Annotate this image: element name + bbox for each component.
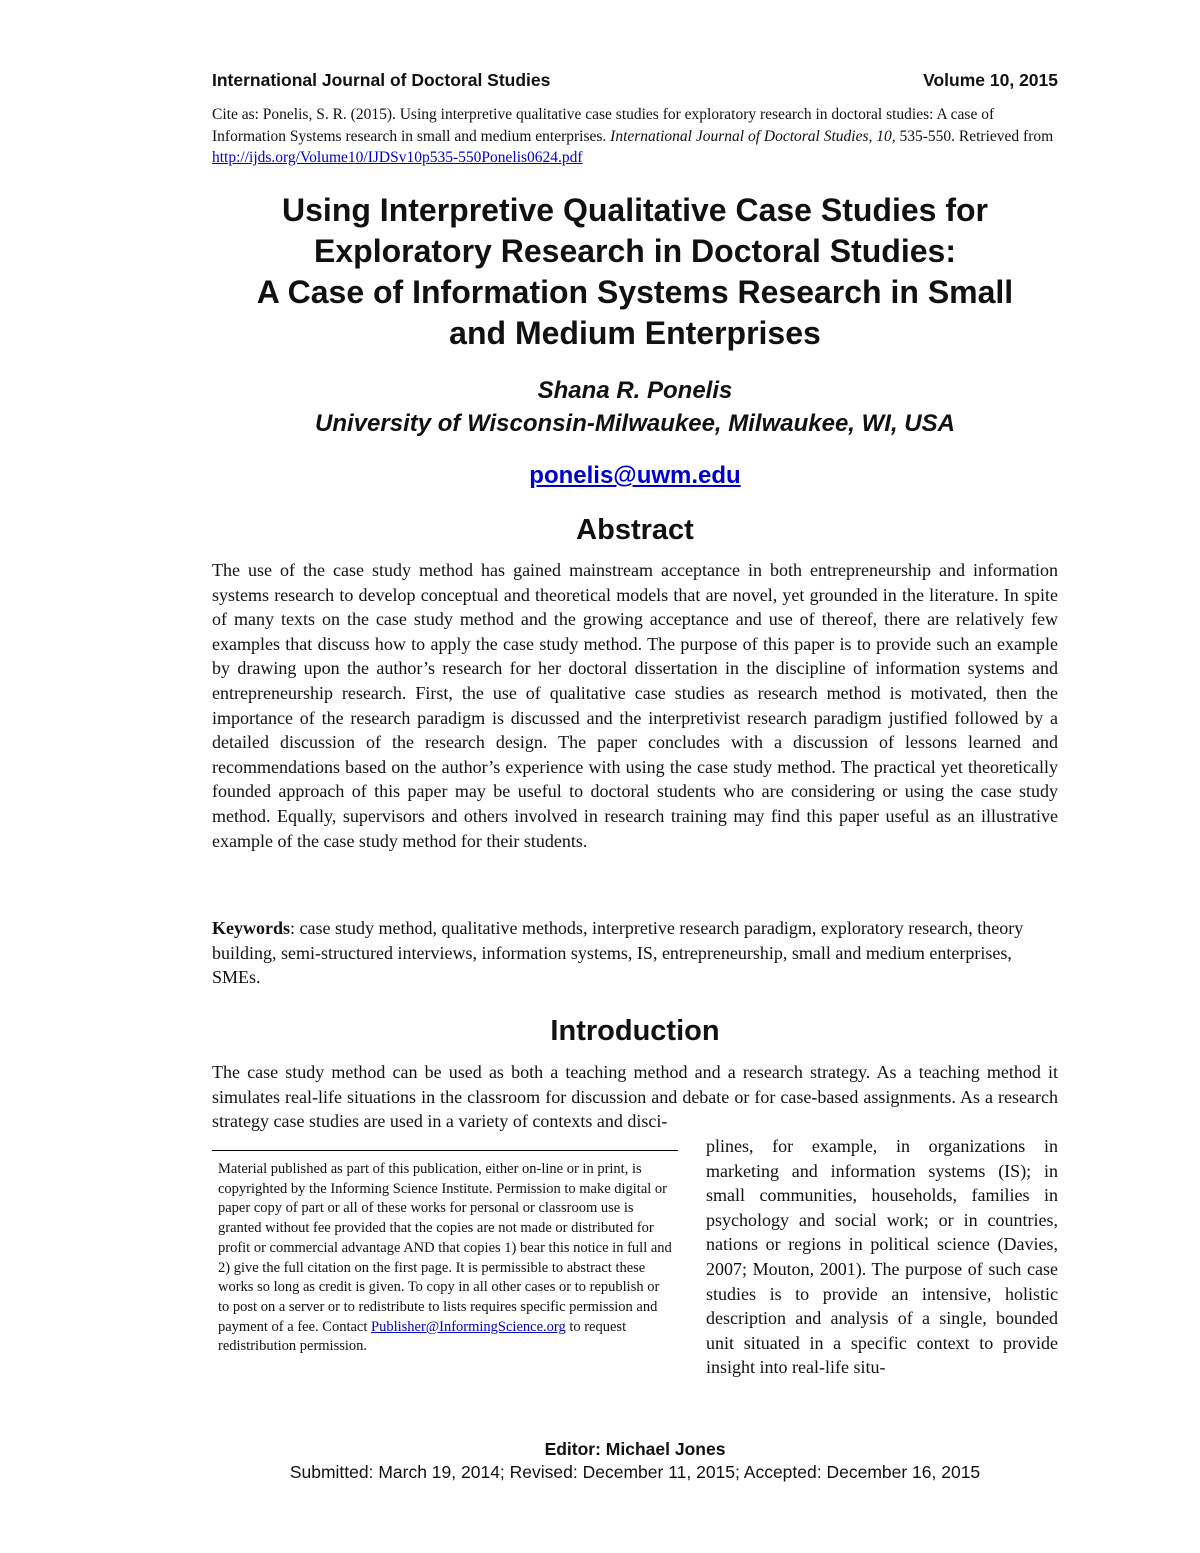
keywords-label: Keywords bbox=[212, 918, 290, 938]
title-line: Exploratory Research in Doctoral Studies: bbox=[314, 233, 956, 269]
introduction-paragraph: The case study method can be used as both a teaching method and a research strategy. As a teaching method it simulates real-life situations in the classroom for discussion and debate or for case-based assignments. As a research strategy case studies are used in a variety of contexts and disci- bbox=[212, 1062, 1058, 1132]
author-email-link[interactable]: ponelis@uwm.edu bbox=[529, 462, 741, 489]
author-affiliation: University of Wisconsin-Milwaukee, Milwaukee, WI, USA bbox=[315, 410, 955, 437]
footnote-text-end: to request redistribution permission. bbox=[218, 1318, 627, 1355]
footnote-text: Material published as part of this publication, either on-line or in print, is copyrighted by the Informing Science Institute. Permission to make digital or paper copy of part or all of these works for personal or classroom use is granted without fee provided that the copies are not made or distributed for profit or commercial advantage AND that copies 1) bear this notice in full and 2) give the full citation on the first page. It is permissible to abstract these works so long as credit is given. To copy in all other cases or to republish or to post on a server or to redistribute to lists requires specific permission and payment of a fee. Contact bbox=[218, 1161, 672, 1335]
citation-url-link[interactable]: http://ijds.org/Volume10/IJDSv10p535-550Ponelis0624.pdf bbox=[212, 149, 583, 166]
introduction-column-text: plines, for example, in organizations in marketing and information systems (IS); in small communities, households, families in psychology and social work; or in countries, nations or regions in political science (Davies, 2007; Mouton, 2001). The purpose of such case studies is to provide an intensive, holistic description and analysis of a single, bounded unit situated in a specific context to provide insight into real-life situ- bbox=[706, 1136, 1058, 1378]
citation-text: Cite as: Ponelis, S. R. (2015). Using interpretive qualitative case studies for exploratory research in doctoral studies: A case of Information Systems research in small and medium enterprises. bbox=[212, 106, 995, 145]
title-line: Using Interpretive Qualitative Case Studies for bbox=[282, 192, 988, 228]
introduction-heading: Introduction bbox=[550, 1015, 720, 1047]
citation-pages: 535-550. Retrieved from bbox=[895, 127, 1054, 145]
footnote-rule bbox=[212, 1150, 678, 1151]
journal-volume: Volume 10, 2015 bbox=[923, 70, 1058, 90]
paper-title bbox=[160, 190, 1110, 354]
publisher-email-link[interactable]: Publisher@InformingScience.org bbox=[371, 1318, 566, 1335]
keywords bbox=[212, 916, 1058, 990]
keywords-text: : case study method, qualitative methods, interpretive research paradigm, exploratory research, theory building, semi-structured interviews, information systems, IS, entrepreneurship, small and medium enterprises, SMEs. bbox=[212, 918, 1024, 988]
copyright-footnote bbox=[218, 1160, 674, 1357]
abstract-heading: Abstract bbox=[576, 514, 694, 546]
author-block bbox=[160, 374, 1110, 440]
journal-name: International Journal of Doctoral Studies bbox=[212, 70, 551, 90]
citation bbox=[212, 104, 1058, 169]
title-line: and Medium Enterprises bbox=[449, 315, 821, 351]
editor-line: Editor: Michael Jones bbox=[544, 1439, 726, 1459]
abstract-text: The use of the case study method has gained mainstream acceptance in both entrepreneurship and information systems research to develop conceptual and theoretical models that are novel, yet grounded in the literature. In spite of many texts on the case study method and the growing acceptance and use of thereof, there are relatively few examples that discuss how to apply the case study method. The purpose of this paper is to provide such an example by drawing upon the author’s research for her doctoral dissertation in the discipline of information systems and entrepreneurship research. First, the use of qualitative case studies as research method is motivated, then the importance of the research paradigm is discussed and the interpretivist research paradigm justified followed by a detailed discussion of the research design. The paper concludes with a discussion of lessons learned and recommendations based on the author’s experience with using the case study method. The practical yet theoretically founded approach of this paper may be useful to doctoral students who are considering or using the case study method. Equally, supervisors and others involved in research training may find this paper useful as an illustrative example of the case study method for their students. bbox=[212, 560, 1058, 851]
author-email bbox=[160, 462, 1110, 490]
journal-header bbox=[212, 70, 1058, 91]
citation-journal: International Journal of Doctoral Studies, 10, bbox=[610, 127, 896, 145]
author-name: Shana R. Ponelis bbox=[537, 377, 733, 404]
submission-dates: Submitted: March 19, 2014; Revised: December 11, 2015; Accepted: December 16, 2015 bbox=[289, 1462, 981, 1482]
title-line: A Case of Information Systems Research in Small bbox=[256, 274, 1014, 310]
